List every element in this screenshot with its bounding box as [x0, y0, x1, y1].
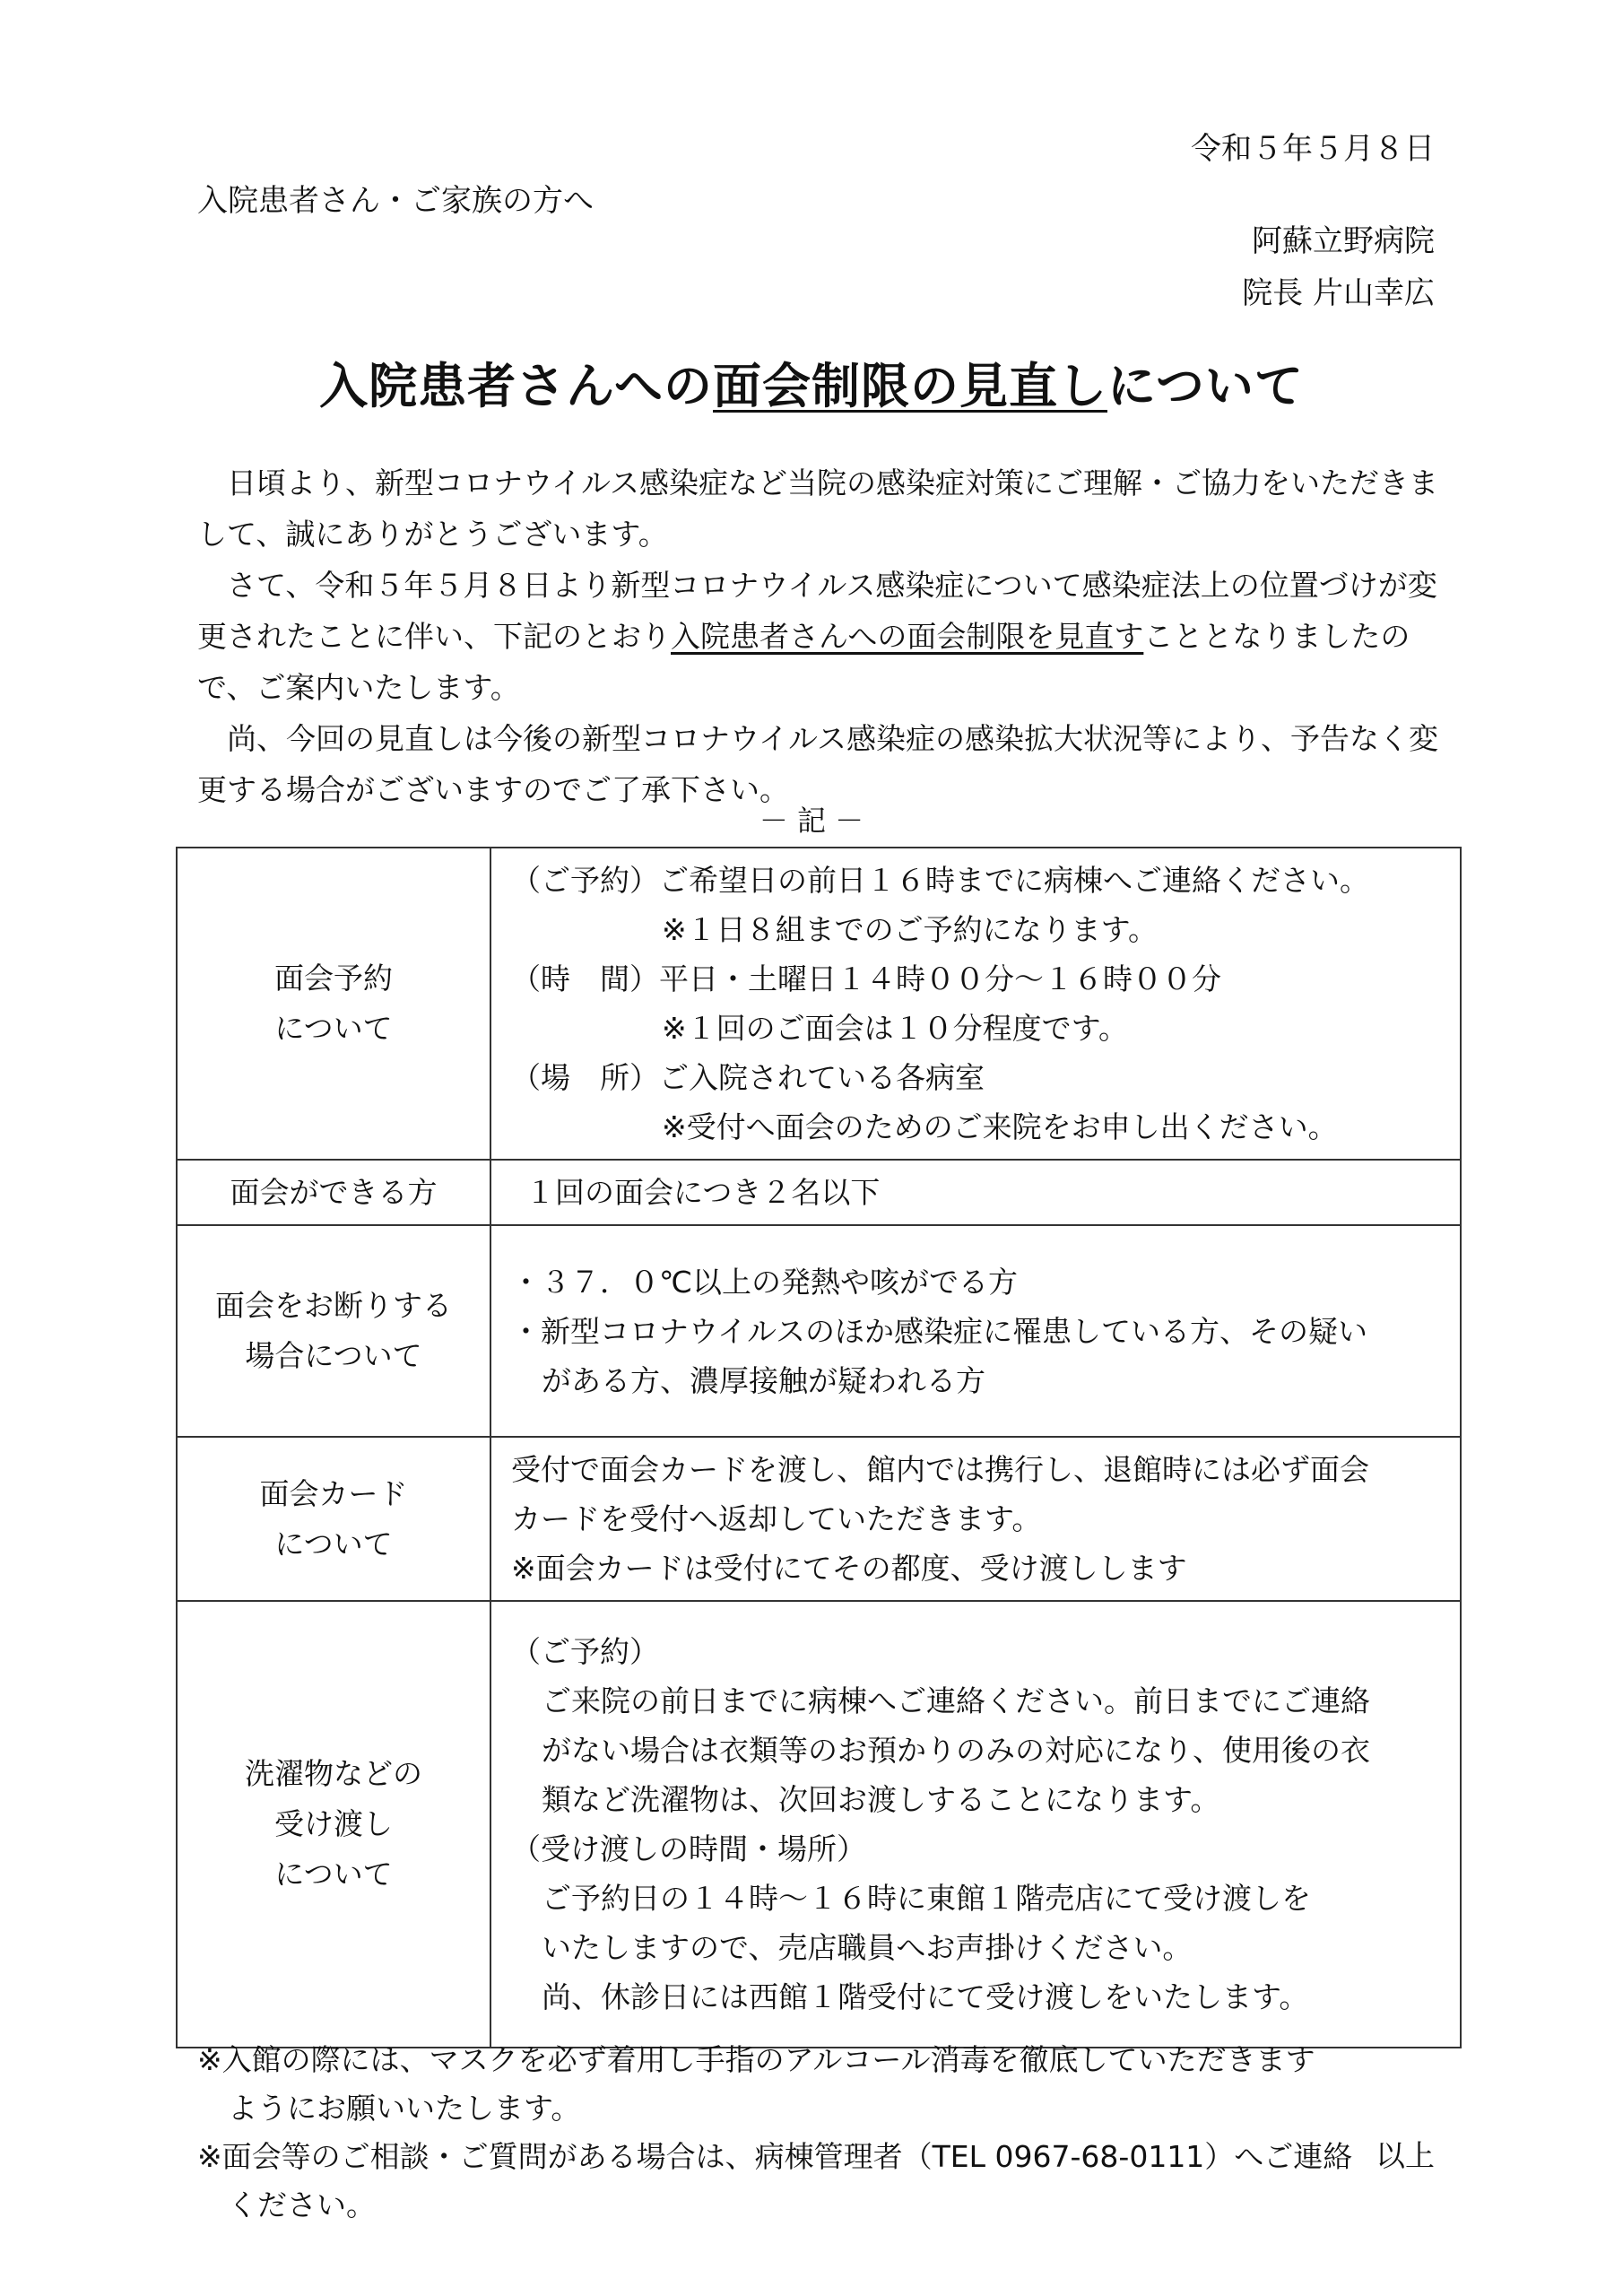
row-label-line: 面会予約 [274, 961, 393, 996]
sender-block [1242, 215, 1435, 319]
rules-table [176, 847, 1462, 2048]
row-label-line: 場合について [245, 1338, 422, 1373]
content-line: 類など洗濯物は、次回お渡しすることになります。 [542, 1782, 1220, 1817]
row-content [490, 848, 1461, 1160]
ki-heading: － 記 － [759, 804, 864, 838]
intro-paragraph-1: 日頃より、新型コロナウイルス感染症など当院の感染症対策にご理解・ご協力をいただきまして、誠にありがとうございます。 [197, 465, 1439, 552]
table-row [177, 1225, 1461, 1437]
title-part-1: 入院患者さんへの [319, 358, 713, 414]
content-line: （時 間）平日・土曜日１４時００分～１６時００分 [511, 961, 1221, 996]
row-label [177, 1225, 490, 1437]
content-line: ※１日８組までのご予約になります。 [662, 912, 1159, 947]
table-row [177, 848, 1461, 1160]
intro-text [197, 457, 1453, 815]
content-line: （ご予約） [511, 1634, 659, 1669]
content-line: ご来院の前日までに病棟へご連絡ください。前日までにご連絡 [542, 1683, 1370, 1718]
row-content [490, 1437, 1461, 1601]
row-content [490, 1601, 1461, 2048]
row-label-line: について [274, 1526, 393, 1561]
note-2-line-2: ください。 [228, 2187, 376, 2222]
intro-p2-underlined: 入院患者さんへの面会制限を見直す [671, 619, 1144, 654]
content-line: いたしますので、売店職員へお声掛けください。 [542, 1930, 1193, 1965]
table-row [177, 1437, 1461, 1601]
content-line: 受付で面会カードを渡し、館内では携行し、退館時には必ず面会 [511, 1452, 1369, 1487]
closing-mark: 以上 [1376, 2138, 1435, 2173]
row-label-line: 面会ができる方 [230, 1174, 438, 1210]
content-line: ※１回のご面会は１０分程度です。 [662, 1011, 1129, 1046]
content-line: ・３７．０℃以上の発熱や咳がでる方 [511, 1264, 1019, 1300]
content-line: ※受付へ面会のためのご来院をお申し出ください。 [662, 1109, 1338, 1144]
row-label-line: について [274, 1011, 393, 1046]
row-label-line: 受け渡し [274, 1806, 393, 1841]
content-line: （ご予約）ご希望日の前日１６時までに病棟へご連絡ください。 [511, 863, 1369, 898]
content-line: がない場合は衣類等のお預かりのみの対応になり、使用後の衣 [542, 1733, 1370, 1768]
document-date: 令和５年５月８日 [1191, 131, 1435, 167]
row-label-line: 洗濯物などの [245, 1756, 422, 1791]
title-part-2: について [1107, 358, 1304, 414]
row-label [177, 1160, 490, 1225]
content-line: ・新型コロナウイルスのほか感染症に罹患している方、その疑い [511, 1313, 1368, 1349]
intro-paragraph-2 [197, 560, 1453, 713]
page-title [0, 348, 1623, 417]
intro-p2-after: こととなりましたので、ご案内いたします。 [197, 619, 1410, 705]
row-label [177, 1437, 490, 1601]
content-line: （場 所）ご入院されている各病室 [511, 1060, 985, 1095]
row-label-line: 面会カード [259, 1475, 408, 1511]
row-label-line: について [274, 1857, 393, 1892]
row-content [490, 1160, 1461, 1225]
row-label [177, 848, 490, 1160]
intro-paragraph-3: 尚、今回の見直しは今後の新型コロナウイルス感染症の感染拡大状況等により、予告なく変更する場合がございますのでご了承下さい。 [197, 721, 1439, 807]
director-name: 院長 片山幸広 [1242, 275, 1435, 311]
title-underlined: 面会制限の見直し [713, 358, 1107, 414]
content-line: がある方、濃厚接触が疑われる方 [542, 1362, 985, 1398]
content-line: カードを受付へ返却していただきます。 [511, 1501, 1042, 1536]
hospital-name: 阿蘇立野病院 [1252, 223, 1435, 259]
content-line: ※面会カードは受付にてその都度、受け渡しします [511, 1551, 1187, 1586]
row-content [490, 1225, 1461, 1437]
intro-p2-before: さて、令和５年５月８日より新型コロナウイルス感染症について感染症法上の位置づけが変更されたことに伴い、下記のとおり [197, 568, 1437, 654]
table-row [177, 1160, 1461, 1225]
addressee: 入院患者さん・ご家族の方へ [197, 183, 594, 219]
note-1-line-1: ※入館の際には、マスクを必ず着用し手指のアルコール消毒を徹底していただきます [197, 2042, 1315, 2077]
content-line: １回の面会につき２名以下 [525, 1175, 881, 1210]
content-line: 尚、休診日には西館１階受付にて受け渡しをいたします。 [542, 1979, 1309, 2014]
footnotes [197, 2036, 1453, 2230]
row-label [177, 1601, 490, 2048]
table-row [177, 1601, 1461, 2048]
row-label-line: 面会をお断りする [215, 1288, 452, 1323]
note-1-line-2: ようにお願いいたします。 [228, 2091, 581, 2126]
content-line: ご予約日の１４時～１６時に東館１階売店にて受け渡しを [542, 1881, 1311, 1916]
content-line: （受け渡しの時間・場所） [511, 1831, 866, 1866]
note-2-line-1: ※面会等のご相談・ご質問がある場合は、病棟管理者（TEL 0967-68-0111）へご連絡 [197, 2139, 1353, 2174]
